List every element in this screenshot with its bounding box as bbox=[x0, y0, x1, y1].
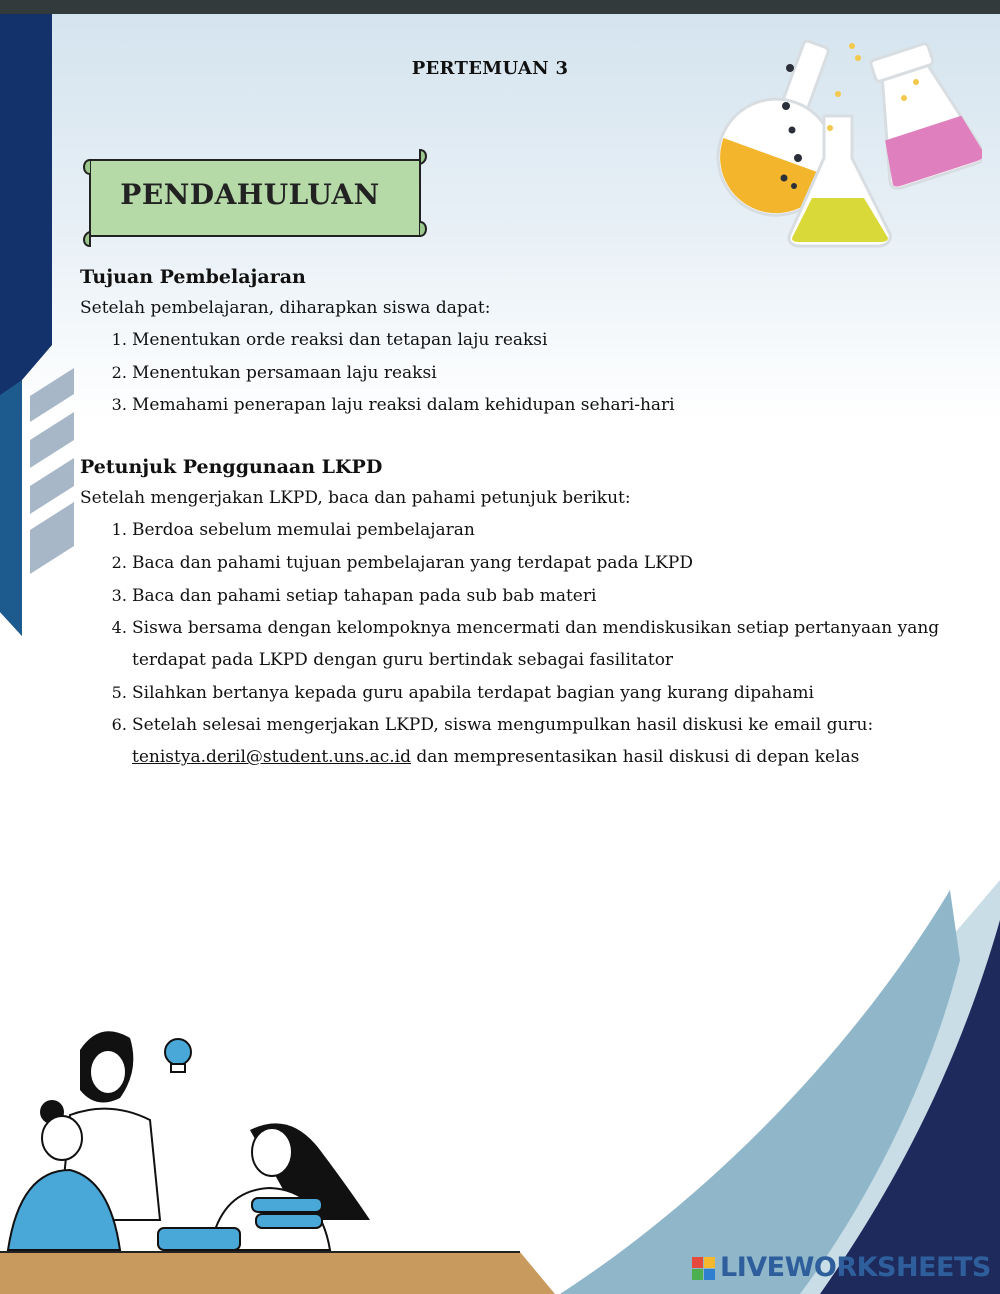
list-item: 4. Siswa bersama dengan kelompoknya mencermati dan mendiskusikan setiap pertanyaan yang terdapat pada LKPD dengan guru bertindak sebagai fasilitator bbox=[132, 612, 960, 676]
students-illustration bbox=[0, 1020, 400, 1260]
content bbox=[80, 262, 960, 774]
instructions-list bbox=[80, 514, 960, 774]
list-item: 3. Baca dan pahami setiap tahapan pada sub bab materi bbox=[132, 580, 960, 613]
list-item: 2. Baca dan pahami tujuan pembelajaran yang terdapat pada LKPD bbox=[132, 547, 960, 580]
liveworksheets-logo-icon bbox=[690, 1253, 720, 1283]
slant-bar-1 bbox=[30, 368, 74, 422]
slant-bar-3 bbox=[30, 458, 74, 514]
last-item-suffix: dan mempresentasikan hasil diskusi di depan kelas bbox=[410, 747, 860, 768]
objectives-heading: Tujuan Pembelajaran bbox=[80, 266, 306, 288]
list-item: 3. Memahami penerapan laju reaksi dalam kehidupan sehari-hari bbox=[132, 389, 960, 422]
watermark-text: LIVEWORKSHEETS bbox=[720, 1252, 991, 1283]
last-item-text: Setelah selesai mengerjakan LKPD, siswa mengumpulkan hasil diskusi ke email guru: bbox=[132, 715, 874, 736]
objectives-intro: Setelah pembelajaran, diharapkan siswa dapat: bbox=[80, 298, 491, 318]
list-item: 1. Menentukan orde reaksi dan tetapan laju reaksi bbox=[132, 324, 960, 357]
left-blue-stripe bbox=[0, 380, 22, 636]
slant-bar-4 bbox=[30, 502, 74, 574]
objectives-list bbox=[80, 324, 960, 422]
teacher-email-link[interactable]: tenistya.deril@student.uns.ac.id bbox=[132, 747, 411, 768]
banner-label: PENDAHULUAN bbox=[120, 178, 380, 211]
slant-bar-2 bbox=[30, 412, 74, 468]
list-item: 2. Menentukan persamaan laju reaksi bbox=[132, 357, 960, 390]
list-item bbox=[132, 709, 960, 773]
flasks-illustration bbox=[712, 28, 982, 253]
page-title: PERTEMUAN 3 bbox=[411, 58, 569, 79]
instructions-heading: Petunjuk Penggunaan LKPD bbox=[80, 456, 383, 479]
list-item: 1. Berdoa sebelum memulai pembelajaran bbox=[132, 514, 960, 547]
list-item: 5. Silahkan bertanya kepada guru apabila terdapat bagian yang kurang dipahami bbox=[132, 677, 960, 710]
instructions-intro: Setelah mengerjakan LKPD, baca dan pahami petunjuk berikut: bbox=[80, 488, 631, 509]
